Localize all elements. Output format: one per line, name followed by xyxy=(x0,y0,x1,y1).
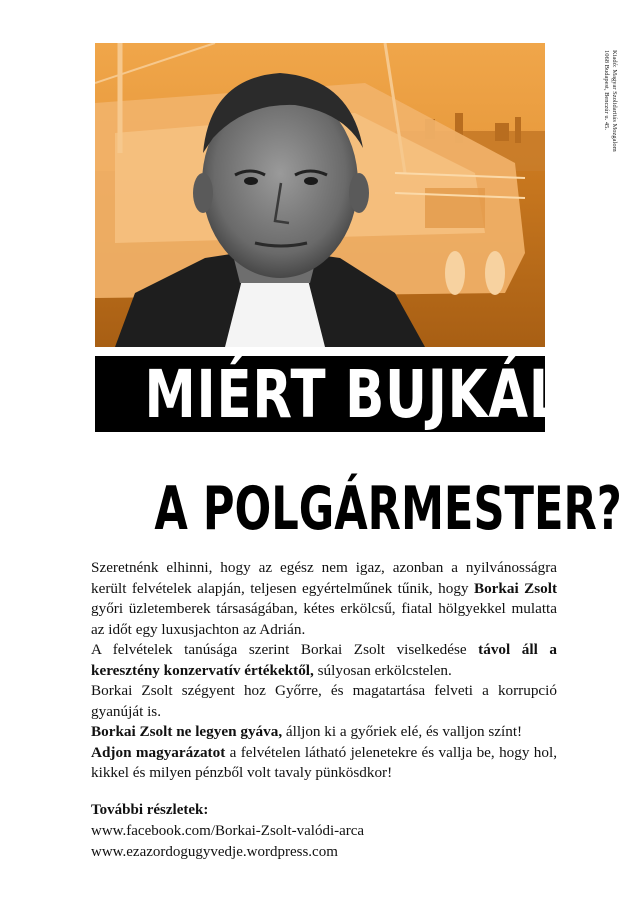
headline-line-2: A POLGÁRMESTER? xyxy=(154,474,622,544)
paragraph-1: Szeretnénk elhinni, hogy az egész nem igaz, azonban a nyilvánosságra került felvételek alapján, teljesen egyértelműnek tűnik, hogy Borkai Zsolt győri üzletemberek társaságában, kétes erkölcsű, fiatal hölgyekkel mulatta az időt egy luxusjachton az Adrián. xyxy=(91,559,557,638)
paragraph-2: A felvételek tanúsága szerint Borkai Zsolt viselkedése távol áll a keresztény konzervatív értékektől, súlyosan erkölcstelen. xyxy=(91,641,557,679)
body-text xyxy=(91,558,557,784)
more-details xyxy=(91,800,557,863)
imprint-line-2: 1068 Budapest, Benczúr u. 45. xyxy=(603,50,610,130)
more-details-heading: További részletek: xyxy=(91,802,209,818)
headline-line-1: MIÉRT BUJKÁL xyxy=(144,356,563,433)
blog-link[interactable]: www.ezazordogugyvedje.wordpress.com xyxy=(91,844,338,860)
paragraph-3: Borkai Zsolt szégyent hoz Győrre, és magatartása felveti a korrupció gyanúját is. xyxy=(91,682,557,720)
facebook-link[interactable]: www.facebook.com/Borkai-Zsolt-valódi-arca xyxy=(91,823,365,839)
paragraph-5: Adjon magyarázatot a felvételen látható jelenetekre és vallja be, hogy hol, kikkel és milyen pénzből volt tavaly pünkösdkor! xyxy=(91,743,557,781)
imprint-line-1: Kiadó: Magyar Szolidaritás Mozgalom xyxy=(611,50,618,152)
portrait-on-yacht-photo xyxy=(95,43,545,347)
paragraph-4: Borkai Zsolt ne legyen gyáva, álljon ki a győriek elé, és valljon színt! xyxy=(91,723,523,740)
publisher-imprint xyxy=(600,50,630,190)
